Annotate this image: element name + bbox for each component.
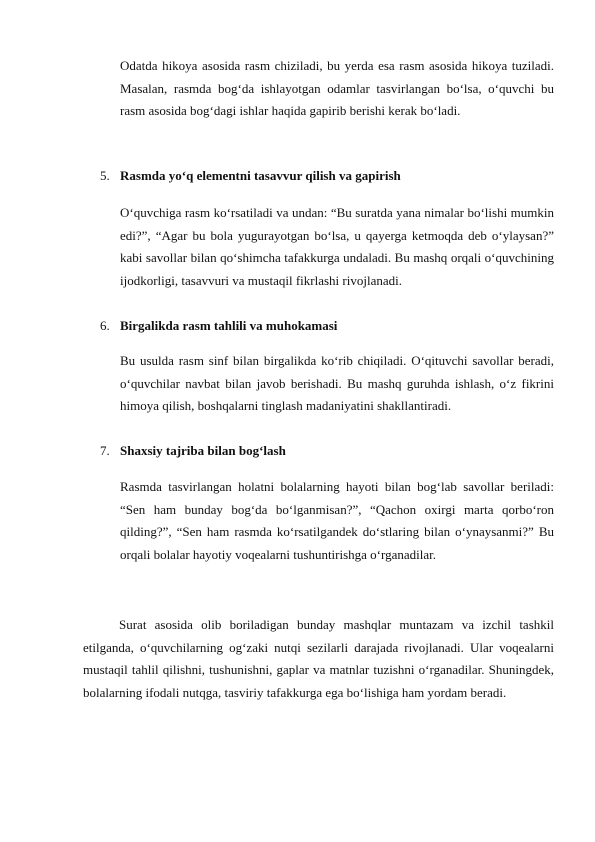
heading-group-analysis (100, 318, 337, 334)
heading-number: 6. (100, 318, 110, 333)
heading-imagine-missing-element (100, 168, 401, 184)
heading-number: 7. (100, 443, 110, 458)
paragraph-personal-experience: Rasmda tasvirlangan holatni bolalarning hayoti bilan bog‘lab savollar beriladi: “Sen ham bunday bog‘da bo‘lganmisan?”, “Qachon oxirgi marta qorbo‘ron qilding?”, “Sen ham rasmda ko‘rsatilgandek do‘stlaring bilan o‘ynaysanmi?” Bu orqali bolalar hayotiy voqealarni tushuntirishga o‘rganadilar. (120, 479, 554, 562)
heading-title: Birgalikda rasm tahlili va muhokamasi (120, 318, 338, 333)
heading-title: Rasmda yo‘q elementni tasavvur qilish va gapirish (120, 168, 401, 183)
heading-number: 5. (100, 168, 110, 183)
paragraph-picture-story: Odatda hikoya asosida rasm chiziladi, bu yerda esa rasm asosida hikoya tuziladi. Masalan, rasmda bog‘da ishlayotgan odamlar tasvirlangan bo‘lsa, o‘quvchi bu rasm asosida bog‘dagi ishlar haqida gapirib berishi kerak bo‘ladi. (120, 58, 554, 119)
heading-title: Shaxsiy tajriba bilan bog‘lash (120, 443, 286, 458)
heading-personal-experience (100, 443, 286, 459)
paragraph-conclusion: Surat asosida olib boriladigan bunday mashqlar muntazam va izchil tashkil etilganda, o‘quvchilarning og‘zaki nutqi sezilarli darajada rivojlanadi. Ular voqealarni mustaqil tahlil qilishni, tushunishni, gaplar va matnlar tuzishni o‘rganadilar. Shuningdek, bolalarning ifodali nutqga, tasviriy tafakkurga ega bo‘lishiga ham yordam beradi. (83, 617, 554, 700)
paragraph-imagine-missing-element: O‘quvchiga rasm ko‘rsatiladi va undan: “Bu suratda yana nimalar bo‘lishi mumkin edi?”, “Agar bu bola yugurayotgan bo‘lsa, u qayerga ketmoqda deb o‘ylaysan?” kabi savollar bilan qo‘shimcha tafakkurga undaladi. Bu mashq orqali o‘quvchining ijodkorligi, tasavvuri va mustaqil fikrlashi rivojlanadi. (120, 205, 554, 288)
paragraph-group-analysis: Bu usulda rasm sinf bilan birgalikda ko‘rib chiqiladi. O‘qituvchi savollar beradi, o‘quvchilar navbat bilan javob berishadi. Bu mashq guruhda ishlash, o‘z fikrini himoya qilish, boshqalarni tinglash madaniyatini shakllantiradi. (120, 353, 554, 414)
